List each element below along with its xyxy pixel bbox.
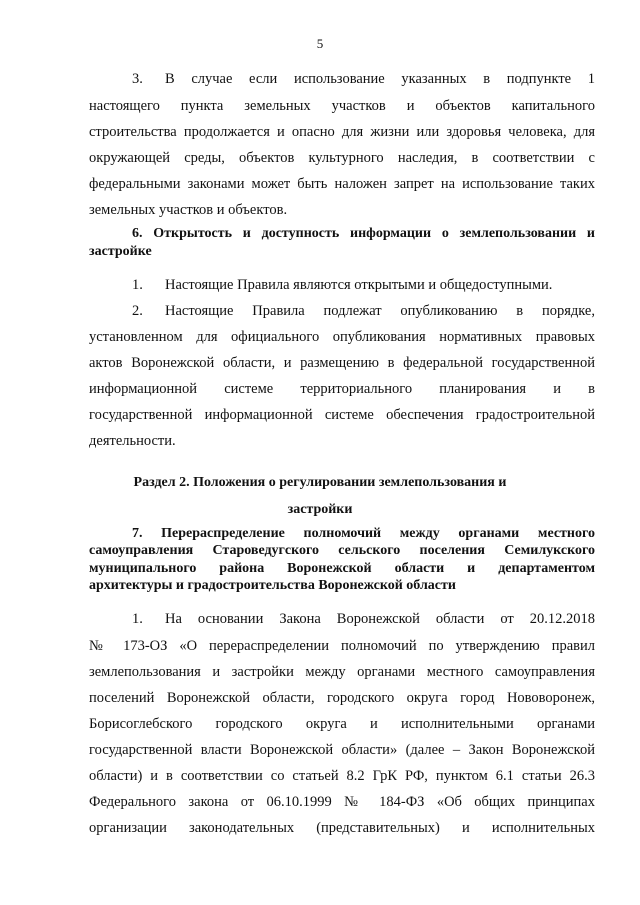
paragraph-line: деятельности. — [89, 433, 176, 449]
paragraph-line: земельных участков и объектов. — [89, 202, 288, 218]
paragraph-line: Федерального закона от 06.10.1999 № 184-ФЗ «Об общих принципах — [89, 794, 595, 810]
paragraph-line: федеральными законами может быть наложен запрет на использование таких — [89, 176, 595, 192]
paragraph-line: области) и в соответствии со статьей 8.2 ГрК РФ, пунктом 6.1 статьи 26.3 — [89, 768, 595, 784]
section-title-line: Раздел 2. Положения о регулировании землепользования и — [133, 475, 507, 490]
paragraph-line: установленном для официального опубликования нормативных правовых — [89, 329, 595, 345]
paragraph-line: 1. На основании Закона Воронежской области от 20.12.2018 — [132, 611, 595, 627]
paragraph-line: настоящего пункта земельных участков и объектов капитального — [89, 98, 595, 114]
item-number: 3. — [132, 71, 143, 87]
item-number: 1. — [132, 611, 143, 627]
item-number: 2. — [132, 303, 143, 319]
page-number: 5 — [316, 36, 324, 51]
heading-line: 6. Открытость и доступность информации о землепользовании и — [132, 226, 595, 241]
paragraph-line: окружающей среды, объектов культурного наследия, в соответствии с — [89, 150, 595, 166]
paragraph-line: 3. В случае если использование указанных в подпункте 1 — [132, 71, 595, 87]
paragraph-line: строительства продолжается и опасно для жизни или здоровья человека, для — [89, 124, 595, 140]
heading-line: самоуправления Староведугского сельского поселения Семилукского — [89, 543, 595, 558]
paragraph-line: № 173-ОЗ «О перераспределении полномочий по утверждению правил — [89, 638, 595, 654]
heading-line: муниципального района Воронежской области и департаментом — [89, 561, 595, 576]
paragraph-line: информационной системе территориального планирования и в — [89, 381, 595, 397]
section-title-line: застройки — [287, 502, 353, 517]
paragraph-line: землепользования и застройки между органами местного самоуправления — [89, 664, 595, 680]
heading-line: застройке — [89, 244, 152, 259]
section-6-item-1: 1. Настоящие Правила являются открытыми и общедоступными. — [132, 277, 553, 293]
heading-line: 7. Перераспределение полномочий между органами местного — [132, 526, 595, 541]
paragraph-line: Борисоглебского городского округа и исполнительными органами — [89, 716, 595, 732]
paragraph-line: государственной власти Воронежской области» (далее – Закон Воронежской — [89, 742, 595, 758]
item-number: 1. — [132, 277, 143, 293]
paragraph-line: поселений Воронежской области, городского округа город Нововоронеж, — [89, 690, 595, 706]
heading-line: архитектуры и градостроительства Воронежской области — [89, 578, 456, 593]
paragraph-line: 2. Настоящие Правила подлежат опубликованию в порядке, — [132, 303, 595, 319]
paragraph-line: организации законодательных (представительных) и исполнительных — [89, 820, 595, 836]
paragraph-line: государственной информационной системе обеспечения градостроительной — [89, 407, 595, 423]
paragraph-line: актов Воронежской области, и размещению в федеральной государственной — [89, 355, 595, 371]
